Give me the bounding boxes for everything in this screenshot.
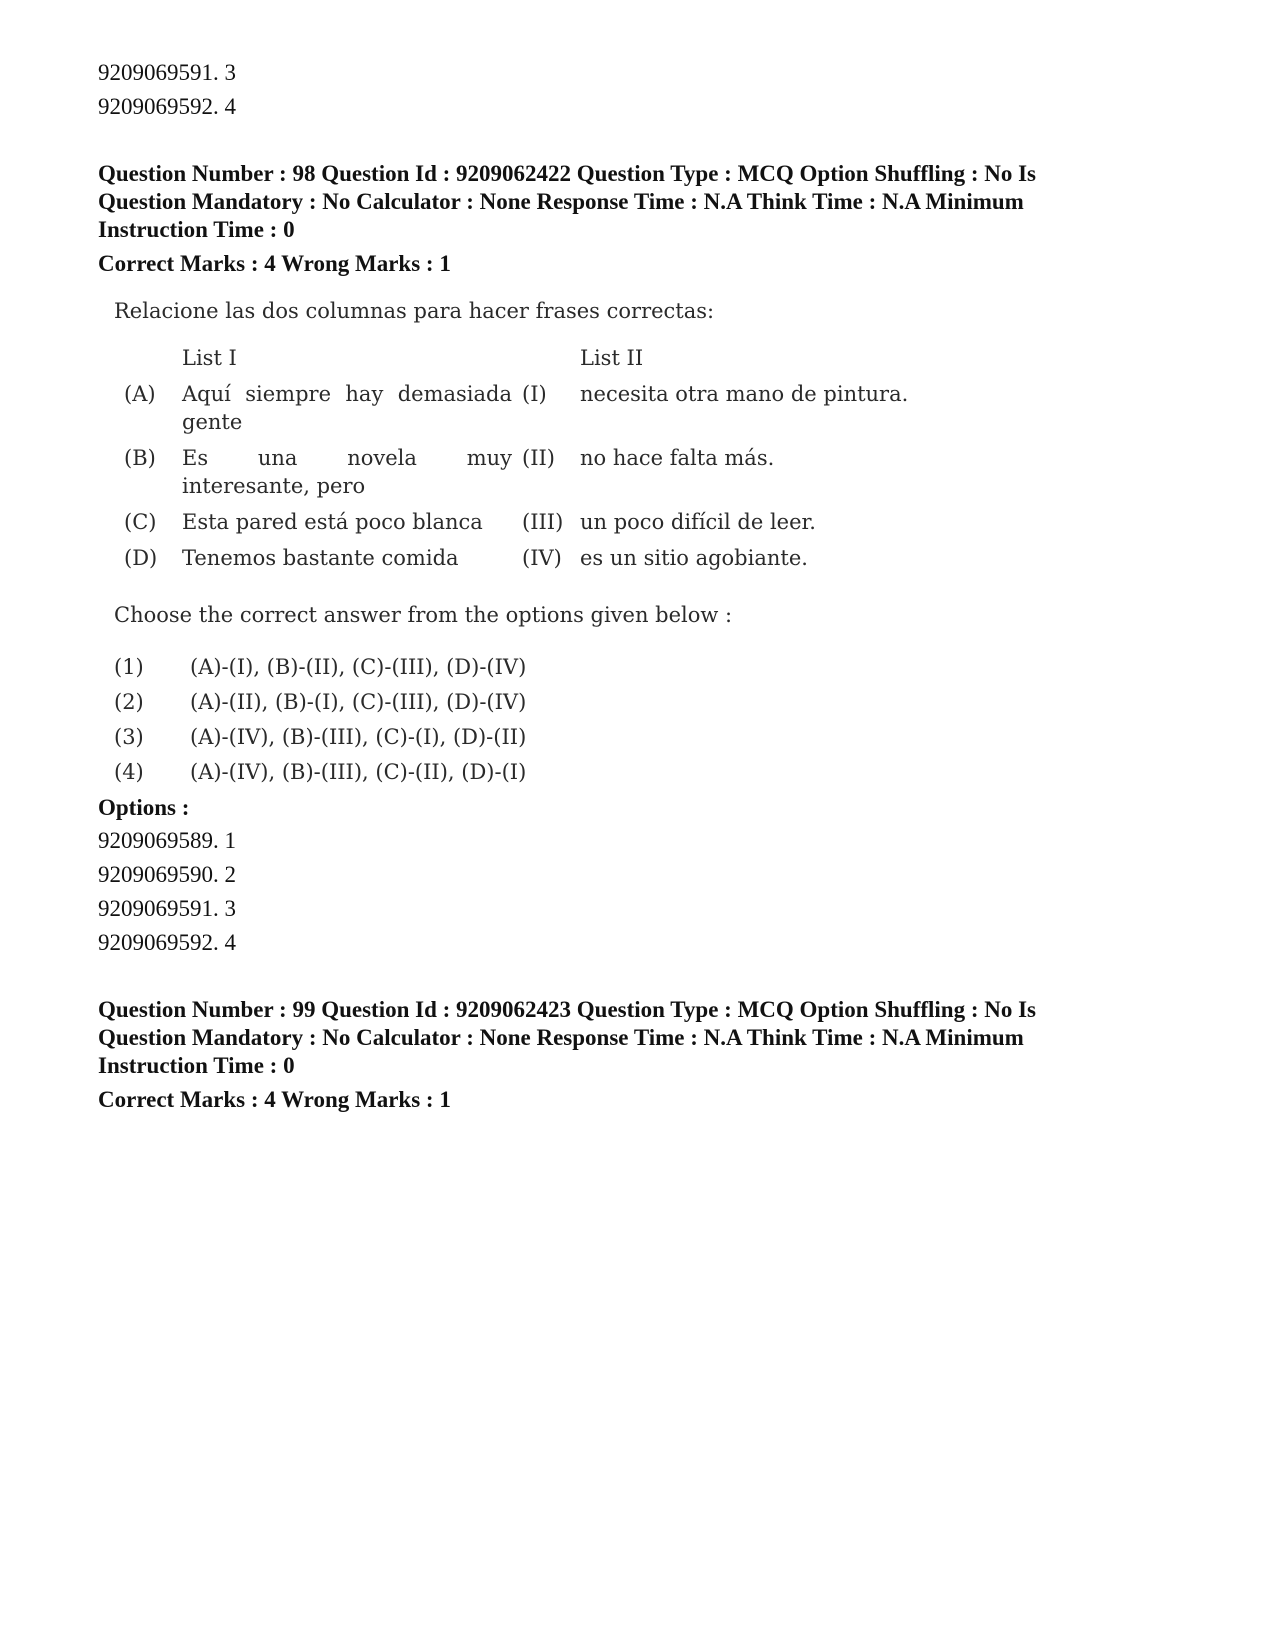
answer-text: (A)-(IV), (B)-(III), (C)-(I), (D)-(II): [190, 725, 527, 749]
list-1-text: Es una novela muy: [182, 446, 512, 470]
row-label: (III): [522, 510, 564, 534]
header-line: Question Mandatory : No Calculator : None Response Time : N.A Think Time : N.A Minimum: [98, 1025, 1024, 1050]
list-2-text: es un sitio agobiante.: [580, 546, 808, 570]
list-2-text: un poco difícil de leer.: [580, 510, 816, 534]
row-label: (I): [522, 382, 547, 406]
answer-text: (A)-(I), (B)-(II), (C)-(III), (D)-(IV): [190, 655, 527, 679]
answer-number: (1): [114, 655, 144, 679]
answer-choice: [114, 755, 1188, 790]
question-prompt: Relacione las dos columnas para hacer frases correctas:: [114, 299, 715, 323]
list-2-header: List II: [580, 346, 644, 370]
list-1-header: List I: [182, 346, 237, 370]
options-title: Options :: [98, 795, 190, 820]
list-1-text-cont: interesante, pero: [182, 474, 366, 498]
option-line: 9209069591. 3: [98, 896, 236, 921]
table-row: [114, 444, 940, 508]
table-row: [114, 544, 940, 580]
header-line: Question Mandatory : No Calculator : None Response Time : N.A Think Time : N.A Minimum: [98, 189, 1024, 214]
answer-number: (3): [114, 725, 144, 749]
header-line: Question Number : 98 Question Id : 9209062422 Question Type : MCQ Option Shuffling : No Is: [98, 161, 1037, 186]
list-2-text: no hace falta más.: [580, 446, 775, 470]
answer-choice: [114, 650, 1188, 685]
document-page: [98, 56, 1188, 1114]
option-line: 9209069592. 4: [98, 930, 236, 955]
answer-choice: [114, 720, 1188, 755]
table-row: [114, 508, 940, 544]
row-label: (A): [124, 382, 156, 406]
row-label: (II): [522, 446, 555, 470]
list-2-text: necesita otra mano de pintura.: [580, 382, 909, 406]
answer-choice: [114, 685, 1188, 720]
header-line: Question Number : 99 Question Id : 9209062423 Question Type : MCQ Option Shuffling : No Is: [98, 997, 1037, 1022]
marks-line: Correct Marks : 4 Wrong Marks : 1: [98, 251, 451, 276]
list-1-text: Esta pared está poco blanca: [182, 510, 483, 534]
marks-line: Correct Marks : 4 Wrong Marks : 1: [98, 1087, 451, 1112]
choose-instruction: Choose the correct answer from the options given below :: [114, 603, 733, 627]
row-label: (D): [124, 546, 158, 570]
option-line: 9209069589. 1: [98, 828, 236, 853]
table-row: [114, 380, 940, 444]
question-98-header: [98, 160, 1188, 278]
question-99-header: [98, 996, 1188, 1114]
row-label: (IV): [522, 546, 562, 570]
row-label: (C): [124, 510, 157, 534]
table-header-row: [114, 344, 940, 380]
list-1-text: Aquí siempre hay demasiada: [182, 382, 512, 406]
header-line: Instruction Time : 0: [98, 217, 295, 242]
answer-text: (A)-(II), (B)-(I), (C)-(III), (D)-(IV): [190, 690, 527, 714]
row-label: (B): [124, 446, 156, 470]
header-line: Instruction Time : 0: [98, 1053, 295, 1078]
list-1-text: Tenemos bastante comida: [182, 546, 459, 570]
question-98-body: [114, 296, 1188, 790]
list-1-text-cont: gente: [182, 410, 243, 434]
option-line: 9209069590. 2: [98, 862, 236, 887]
option-line: 9209069592. 4: [98, 94, 236, 119]
option-line: 9209069591. 3: [98, 60, 236, 85]
answer-number: (2): [114, 690, 144, 714]
answer-number: (4): [114, 760, 144, 784]
answer-text: (A)-(IV), (B)-(III), (C)-(II), (D)-(I): [190, 760, 527, 784]
match-table: [114, 344, 940, 580]
